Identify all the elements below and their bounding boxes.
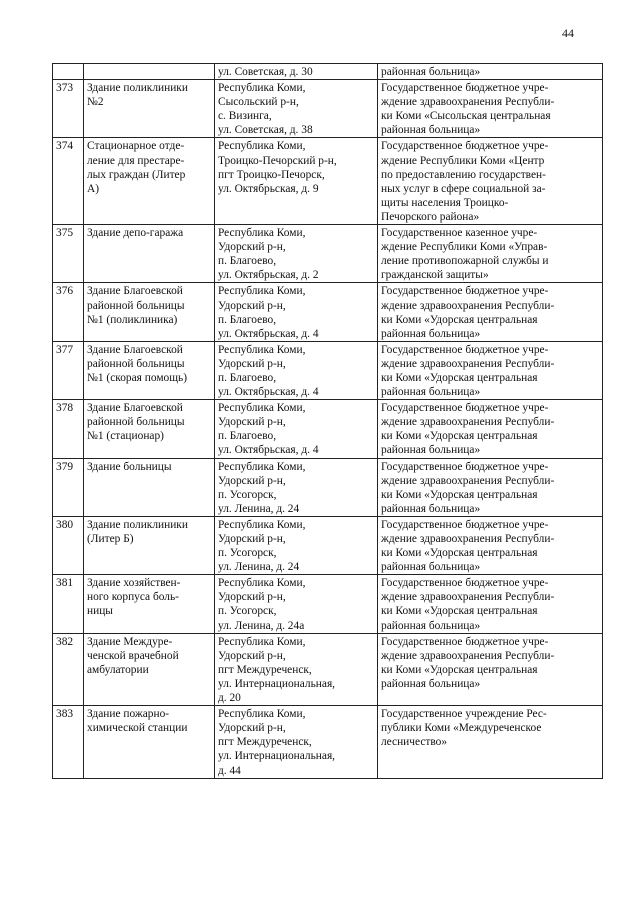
address-line: пгт Междуреченск,: [218, 663, 312, 676]
cell-organization: [378, 283, 603, 341]
cell-organization: [378, 706, 603, 778]
address-line: с. Визинга,: [218, 110, 272, 123]
cell-organization: [378, 138, 603, 225]
org-line: Государственное бюджетное учре-: [381, 82, 549, 95]
address-line: Удорский р-н,: [218, 474, 286, 487]
org-line: ки Коми «Удорская центральная: [381, 371, 538, 384]
org-line: Государственное бюджетное учре-: [381, 402, 549, 415]
cell-organization: [378, 80, 603, 138]
row-number: 375: [56, 227, 74, 240]
cell-number: [53, 283, 84, 341]
cell-address: [215, 80, 378, 138]
address-line: пгт Междуреченск,: [218, 736, 312, 749]
address-line: Республика Коми,: [218, 635, 306, 648]
table-row-continuation: [53, 64, 603, 80]
org-line: ки Коми «Удорская центральная: [381, 605, 538, 618]
cell-name: [84, 225, 215, 283]
org-line: Государственное бюджетное учре-: [381, 635, 549, 648]
name-line: №2: [87, 96, 104, 109]
name-line: А): [87, 182, 100, 195]
address-line: п. Усогорск,: [218, 488, 277, 501]
address-line: ул. Интернациональная,: [218, 750, 336, 763]
org-line: ки Коми «Сысольская центральная: [381, 110, 551, 123]
cell-address: [215, 633, 378, 705]
org-line: гражданской защиты»: [381, 269, 489, 282]
cell-name: [84, 80, 215, 138]
cell-name: [84, 138, 215, 225]
table-row: [53, 516, 603, 574]
row-number: 378: [56, 402, 74, 415]
org-line: публики Коми «Междуреченское: [381, 722, 542, 735]
address-line: п. Благоево,: [218, 371, 277, 384]
row-number: 380: [56, 518, 74, 531]
row-number: 379: [56, 460, 74, 473]
org-line: Государственное учреждение Рес-: [381, 708, 547, 721]
org-line: ки Коми «Удорская центральная: [381, 313, 538, 326]
org-line: районная больница»: [381, 327, 481, 340]
cell-number: [53, 225, 84, 283]
table-row: [53, 225, 603, 283]
cell-address: [215, 225, 378, 283]
address-line: д. 20: [218, 692, 241, 705]
org-line: щиты населения Троицко-: [381, 196, 509, 209]
name-line: Здание Благоевской: [87, 343, 183, 356]
address-line: Удорский р-н,: [218, 357, 286, 370]
cell-number: [53, 138, 84, 225]
address-line: ул. Советская, д. 30: [218, 66, 313, 78]
org-line: районная больница»: [381, 502, 481, 515]
org-line: по предоставлению государствен-: [381, 168, 546, 181]
org-line: районная больница»: [381, 124, 481, 137]
org-line: Государственное бюджетное учре-: [381, 460, 549, 473]
org-line: ление противопожарной службы и: [381, 255, 549, 268]
address-line: Республика Коми,: [218, 460, 306, 473]
cell-number: [53, 400, 84, 458]
cell-name: [84, 706, 215, 778]
address-line: Троицко-Печорский р-н,: [218, 154, 337, 167]
address-line: ул. Советская, д. 38: [218, 124, 313, 137]
org-line: ки Коми «Удорская центральная: [381, 488, 538, 501]
address-line: ул. Октябрьская, д. 9: [218, 182, 319, 195]
address-line: Удорский р-н,: [218, 649, 286, 662]
name-line: Здание пожарно-: [87, 708, 170, 721]
org-line: ждение здравоохранения Республи-: [381, 649, 555, 662]
name-line: Здание Благоевской: [87, 285, 183, 298]
address-line: п. Усогорск,: [218, 547, 277, 560]
cell-number: [53, 64, 84, 80]
address-line: ул. Интернациональная,: [218, 677, 336, 690]
cell-address: [215, 283, 378, 341]
org-line: ждение здравоохранения Республи-: [381, 299, 555, 312]
table-row: [53, 458, 603, 516]
cell-address: [215, 516, 378, 574]
cell-address: [215, 400, 378, 458]
org-line: ждение здравоохранения Республи-: [381, 357, 555, 370]
cell-name: [84, 283, 215, 341]
cell-number: [53, 80, 84, 138]
name-line: районной больницы: [87, 299, 185, 312]
name-line: (Литер Б): [87, 533, 134, 545]
name-line: Стационарное отде-: [87, 140, 185, 153]
name-line: ного корпуса боль-: [87, 591, 179, 604]
address-line: Удорский р-н,: [218, 241, 286, 254]
cell-organization: [378, 225, 603, 283]
address-line: Сысольский р-н,: [218, 96, 299, 109]
cell-name: [84, 575, 215, 633]
org-line: Государственное бюджетное учре-: [381, 285, 549, 298]
org-line: Печорского района»: [381, 210, 480, 223]
name-line: Здание Благоевской: [87, 402, 183, 415]
address-line: пгт Троицко-Печорск,: [218, 168, 325, 181]
row-number: 377: [56, 343, 74, 356]
page-number: 44: [562, 26, 574, 40]
name-line: Здание поликлиники: [87, 518, 188, 531]
address-line: Республика Коми,: [218, 518, 306, 531]
cell-name: [84, 458, 215, 516]
address-line: ул. Октябрьская, д. 4: [218, 444, 319, 457]
address-line: ул. Октябрьская, д. 4: [218, 386, 319, 399]
name-line: Здание хозяйствен-: [87, 577, 181, 590]
table-row: [53, 400, 603, 458]
address-line: Республика Коми,: [218, 402, 306, 415]
org-line: ных услуг в сфере социальной за-: [381, 182, 546, 195]
name-line: №1 (поликлиника): [87, 313, 178, 326]
cell-name: [84, 400, 215, 458]
cell-organization: [378, 516, 603, 574]
org-line: районная больница»: [381, 677, 481, 690]
cell-organization: [378, 458, 603, 516]
name-line: Здание поликлиники: [87, 82, 188, 95]
name-line: районной больницы: [87, 357, 185, 370]
name-line: №1 (стационар): [87, 430, 164, 443]
org-line: ждение здравоохранения Республи-: [381, 96, 555, 109]
org-line: ки Коми «Удорская центральная: [381, 430, 538, 443]
address-line: Удорский р-н,: [218, 299, 286, 312]
org-line: ки Коми «Удорская центральная: [381, 663, 538, 676]
address-line: Республика Коми,: [218, 140, 306, 153]
address-line: Республика Коми,: [218, 285, 306, 298]
address-line: п. Благоево,: [218, 255, 277, 268]
name-line: лых граждан (Литер: [87, 168, 186, 181]
org-line: районная больница»: [381, 66, 481, 78]
cell-number: [53, 516, 84, 574]
table-row: [53, 633, 603, 705]
address-line: Удорский р-н,: [218, 591, 286, 604]
name-line: №1 (скорая помощь): [87, 371, 187, 384]
table-row: [53, 138, 603, 225]
cell-name: [84, 516, 215, 574]
name-line: ление для престаре-: [87, 154, 185, 167]
org-line: ждение здравоохранения Республи-: [381, 474, 555, 487]
name-line: Здание больницы: [87, 460, 172, 473]
cell-name: [84, 64, 215, 80]
address-line: ул. Ленина, д. 24а: [218, 619, 305, 632]
org-line: районная больница»: [381, 619, 481, 632]
org-line: Государственное бюджетное учре-: [381, 577, 549, 590]
cell-organization: [378, 400, 603, 458]
row-number: 383: [56, 708, 74, 721]
org-line: Государственное бюджетное учре-: [381, 140, 549, 153]
table-row: [53, 283, 603, 341]
table-row: [53, 575, 603, 633]
org-line: ждение здравоохранения Республи-: [381, 591, 555, 604]
org-line: ждение здравоохранения Республи-: [381, 533, 555, 545]
org-line: ки Коми «Удорская центральная: [381, 547, 538, 560]
org-line: ждение здравоохранения Республи-: [381, 416, 555, 429]
org-line: лесничество»: [381, 736, 448, 749]
table-body: [53, 64, 603, 779]
org-line: районная больница»: [381, 561, 481, 574]
cell-address: [215, 341, 378, 399]
address-line: Удорский р-н,: [218, 722, 286, 735]
row-number: 381: [56, 577, 74, 590]
address-line: д. 44: [218, 764, 241, 777]
name-line: ченской врачебной: [87, 649, 179, 662]
cell-organization: [378, 341, 603, 399]
table-row: [53, 341, 603, 399]
address-line: Удорский р-н,: [218, 416, 286, 429]
address-line: Республика Коми,: [218, 577, 306, 590]
org-line: районная больница»: [381, 386, 481, 399]
org-line: районная больница»: [381, 444, 481, 457]
cell-number: [53, 341, 84, 399]
cell-number: [53, 575, 84, 633]
property-table: [52, 63, 603, 779]
name-line: Здание депо-гаража: [87, 227, 184, 240]
cell-number: [53, 458, 84, 516]
row-number: 382: [56, 635, 74, 648]
name-line: амбулатории: [87, 663, 149, 676]
address-line: Республика Коми,: [218, 708, 306, 721]
cell-address: [215, 706, 378, 778]
cell-address: [215, 138, 378, 225]
address-line: Республика Коми,: [218, 82, 306, 95]
address-line: п. Благоево,: [218, 313, 277, 326]
cell-organization: [378, 633, 603, 705]
address-line: ул. Октябрьская, д. 4: [218, 327, 319, 340]
name-line: районной больницы: [87, 416, 185, 429]
address-line: Удорский р-н,: [218, 533, 286, 545]
cell-address: [215, 458, 378, 516]
org-line: Государственное казенное учре-: [381, 227, 538, 240]
row-number: 376: [56, 285, 74, 298]
org-line: Государственное бюджетное учре-: [381, 343, 549, 356]
cell-address: [215, 64, 378, 80]
cell-number: [53, 633, 84, 705]
org-line: ждение Республики Коми «Центр: [381, 154, 545, 167]
name-line: Здание Междуре-: [87, 635, 173, 648]
row-number: 373: [56, 82, 74, 95]
cell-number: [53, 706, 84, 778]
cell-organization: [378, 64, 603, 80]
address-line: ул. Ленина, д. 24: [218, 561, 300, 574]
cell-name: [84, 633, 215, 705]
address-line: ул. Ленина, д. 24: [218, 502, 300, 515]
address-line: п. Усогорск,: [218, 605, 277, 618]
cell-name: [84, 341, 215, 399]
org-line: Государственное бюджетное учре-: [381, 518, 549, 531]
org-line: ждение Республики Коми «Управ-: [381, 241, 548, 254]
table-row: [53, 80, 603, 138]
cell-address: [215, 575, 378, 633]
table-row: [53, 706, 603, 778]
address-line: ул. Октябрьская, д. 2: [218, 269, 319, 282]
cell-organization: [378, 575, 603, 633]
name-line: химической станции: [87, 722, 188, 735]
name-line: ницы: [87, 605, 113, 618]
address-line: Республика Коми,: [218, 343, 306, 356]
row-number: 374: [56, 140, 74, 153]
address-line: Республика Коми,: [218, 227, 306, 240]
address-line: п. Благоево,: [218, 430, 277, 443]
